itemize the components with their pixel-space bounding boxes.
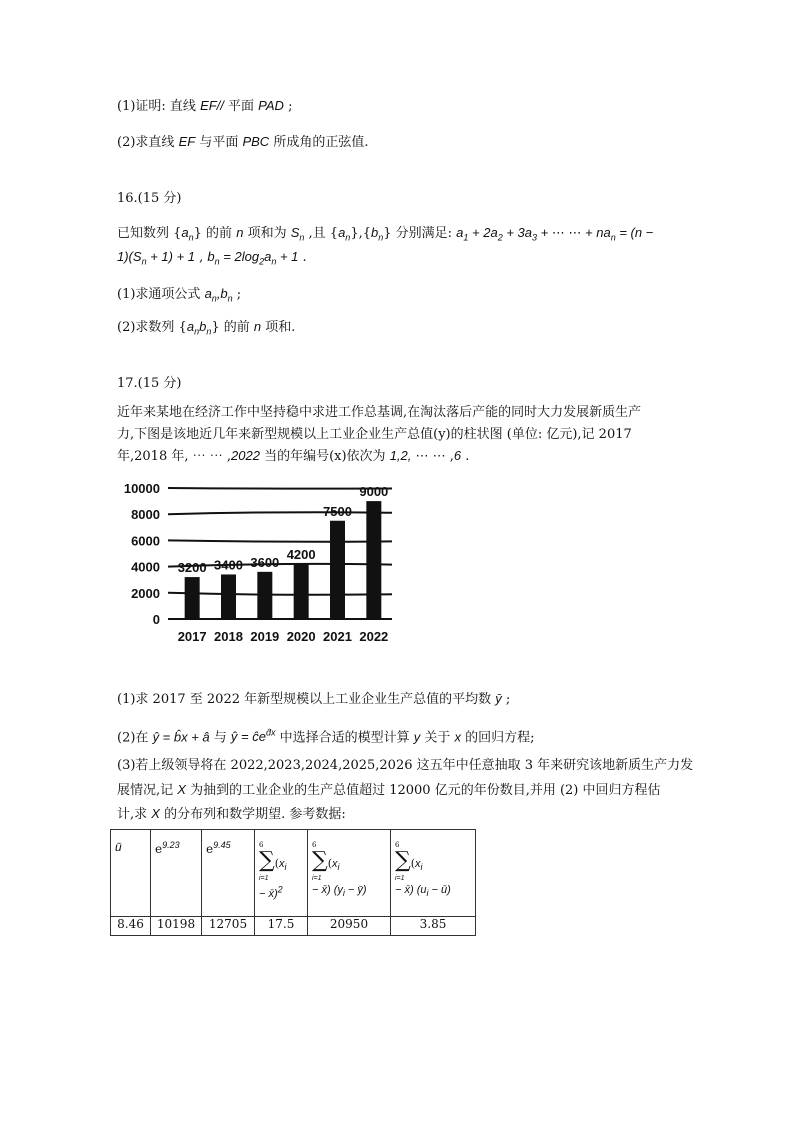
gridline bbox=[168, 593, 392, 595]
q16-part2: (2)求数列 $\{a_nb_n\}$ 的前 n 项和. bbox=[117, 319, 296, 337]
bar bbox=[221, 574, 236, 619]
table-cell: 10198 bbox=[151, 917, 202, 936]
table-cell: 12705 bbox=[202, 917, 255, 936]
y-tick-label: 8000 bbox=[131, 507, 160, 523]
gridline bbox=[168, 540, 392, 541]
table-header-u-bar: ū bbox=[111, 830, 151, 917]
bar-chart bbox=[112, 478, 397, 650]
q16-header: 16.(15 分) bbox=[117, 191, 182, 206]
x-tick-label: 2018 bbox=[214, 629, 243, 644]
y-tick-label: 2000 bbox=[131, 585, 160, 601]
data-label: 3600 bbox=[250, 554, 280, 570]
table-cell: 17.5 bbox=[255, 917, 308, 936]
table-cell: 8.46 bbox=[111, 917, 151, 936]
data-label: 3400 bbox=[214, 557, 243, 573]
q17-header: 17.(15 分) bbox=[117, 376, 182, 391]
q16-stem-line2: $1)(S_n + 1) + 1$ , $b_n = 2\log_2a_n + 1$ . bbox=[117, 249, 307, 267]
table-cell: 3.85 bbox=[391, 917, 476, 936]
data-label: 7500 bbox=[323, 503, 352, 519]
bar bbox=[257, 572, 272, 619]
bar bbox=[294, 564, 309, 619]
q17-part3-line2: 展情况,记 X 为抽到的工业企业的生产总值超过 12000 亿元的年份数目,并用 (2) 中回归方程估 bbox=[117, 782, 661, 798]
q15-part1: (1)证明: 直线 EF// 平面 PAD ; bbox=[117, 98, 293, 114]
y-tick-label: 4000 bbox=[131, 559, 160, 575]
q17-part3-line1: (3)若上级领导将在 2022,2023,2024,2025,2026 这五年中任意抽取 3 年来研究该地新质生产力发 bbox=[117, 758, 694, 773]
q17-stem-line1: 近年来某地在经济工作中坚持稳中求进工作总基调,在淘汰落后产能的同时大力发展新质生产 bbox=[117, 405, 642, 420]
table-header-e-9-23: $e^{9.23}$ bbox=[151, 830, 202, 917]
q16-stem-line1: 已知数列 $\{a_n\}$ 的前 n 项和为 $S_n$ ,且 $\{a_n\},\{b_n\}$ 分别满足: $a_1 + 2a_2 + 3a_3$ + ⋯ ⋯ + $na_n = (n$ − bbox=[117, 225, 654, 243]
table-header-e-9-45: $e^{9.45}$ bbox=[202, 830, 255, 917]
bar bbox=[330, 521, 345, 619]
chart-gridlines bbox=[168, 488, 392, 619]
q16-part1: (1)求通项公式 $a_n,b_n$ ; bbox=[117, 286, 242, 304]
x-tick-label: 2021 bbox=[323, 629, 352, 644]
table-cell: 20950 bbox=[308, 917, 391, 936]
data-label: 3200 bbox=[177, 560, 207, 576]
x-tick-label: 2019 bbox=[250, 629, 280, 644]
table-header-sum-xu: 6 $\sum(x_i$ i=1 − x̄) ($u_i$ − ū) bbox=[391, 830, 476, 917]
reference-data-table bbox=[110, 829, 476, 936]
y-tick-label: 6000 bbox=[131, 533, 160, 549]
q15-part2: (2)求直线 EF 与平面 PBC 所成角的正弦值. bbox=[117, 134, 369, 150]
table-header-sum-xx: 6 $\sum(x_i$ i=1 − x̄)$^2$ bbox=[255, 830, 308, 917]
q17-stem-line3: 年,2018 年, ⋯ ⋯ ,2022 当的年编号(x)依次为 1,2, ⋯ ⋯ ,6 . bbox=[117, 448, 470, 464]
x-tick-label: 2020 bbox=[286, 629, 316, 644]
bar bbox=[366, 501, 381, 619]
q17-stem-line2: 力,下图是该地近几年来新型规模以上工业企业生产总值(y)的柱状图 (单位: 亿元),记 2017 bbox=[117, 427, 632, 442]
q17-part1: (1)求 2017 至 2022 年新型规模以上工业企业生产总值的平均数 ȳ ; bbox=[117, 691, 511, 707]
table-header-sum-xy: 6 $\sum(x_i$ i=1 − x̄) ($y_i$ − ȳ) bbox=[308, 830, 391, 917]
q17-part2: (2)在 ŷ = b̂x + â 与 ŷ = $ĉe^{d̂x}$ 中选择合适的模型计算 y 关于 x 的回归方程; bbox=[117, 728, 535, 746]
x-tick-label: 2017 bbox=[177, 629, 207, 644]
q17-part3-line3: 计,求 X 的分布列和数学期望. 参考数据: bbox=[117, 806, 346, 822]
bar bbox=[185, 577, 200, 619]
data-label: 4200 bbox=[286, 546, 316, 562]
table-row bbox=[111, 917, 476, 936]
y-tick-label: 0 bbox=[152, 612, 160, 627]
y-tick-label: 10000 bbox=[123, 481, 160, 496]
gridline bbox=[168, 512, 392, 514]
data-label: 9000 bbox=[359, 484, 389, 500]
x-tick-label: 2022 bbox=[359, 629, 389, 644]
